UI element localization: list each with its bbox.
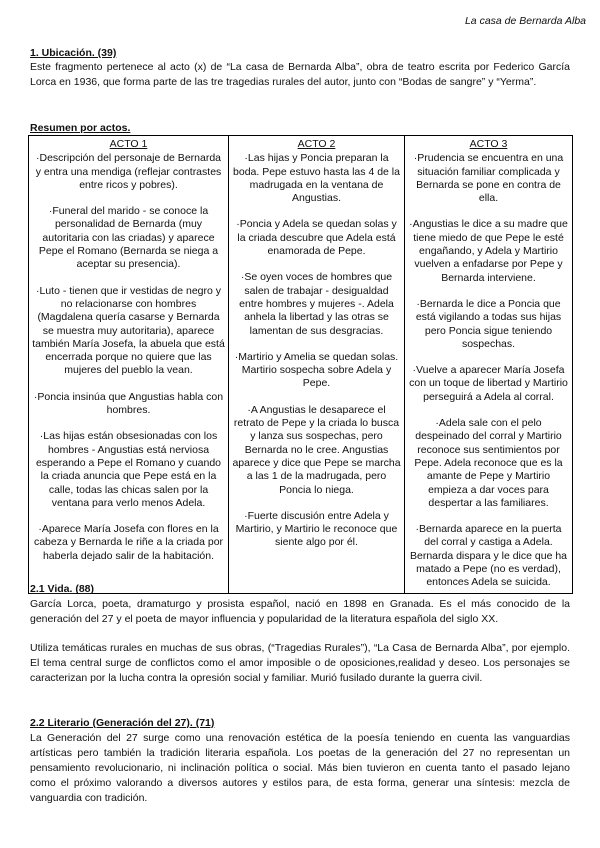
act-3-item: ·Angustias le dice a su madre que tiene miedo de que Pepe le esté engañando, y Adela y Martirio vuelven a enfadarse por Pepe y Bernarda interviene. — [409, 218, 568, 284]
section-2-2-text: La Generación del 27 surge como una renovación estética de la poesía teniendo en cuenta las vanguardias artísticas pero también la tradición literaria española. Los poetas de la generación del 27 no representan un pensamiento revolucionario, ni inclinación política o social. Más bien tuvieron en cuenta tanto el pasado lejano como el próximo valorando a diversos autores y estilos para, de esta forma, generar una síntesis: mezcla de vanguardia con tradición. — [30, 732, 570, 804]
act-1-item: ·Aparece María Josefa con flores en la cabeza y Bernarda le riñe a la criada por haberla dejado salir de la habitación. — [33, 523, 224, 562]
section-1-text: Este fragmento pertenece al acto (x) de “La casa de Bernarda Alba”, obra de teatro escrita por Federico García Lorca en 1936, que forma parte de las tre tragedias rurales del autor, junto con “Bodas de sangre” y “Yerma”. — [30, 61, 570, 88]
summary-title: Resumen por actos. — [30, 122, 131, 134]
act-1-item: ·Funeral del marido - se conoce la personalidad de Bernarda (muy autoritaria con las criadas) y aparece Pepe el Romano (Bernarda se niega a aceptar su presencia). — [38, 205, 219, 271]
section-2-1-title: 2.1 Vida. (88) — [30, 583, 95, 595]
act-3-column — [405, 151, 573, 593]
act-2-column — [229, 151, 405, 593]
act-3-item: ·Prudencia se encuentra en una situación familiar complicada y Bernarda se pone en contra de ella. — [413, 152, 564, 205]
section-1-title: 1. Ubicación. (39) — [30, 47, 117, 59]
act-2-item: ·Se oyen voces de hombres que salen de trabajar - desigualdad entre hombres y mujeres -. Adela anhela la libertad y las otras se lamentan de sus desgracias. — [239, 271, 394, 337]
act-3-item: ·Bernarda le dice a Poncia que está vigilando a todas sus hijas pero Poncia sigue teniendo sospechas. — [415, 297, 562, 350]
section-2-1-paragraph-1: García Lorca, poeta, dramaturgo y prosista español, nació en 1898 en Granada. Es el más conocido de la generación del 27 y el poeta de mayor influencia y popularidad de la literatura española del siglo XX. — [30, 598, 570, 625]
act-2-item: ·Fuerte discusión entre Adela y Martirio, y Martirio le reconoce que siente algo por él. — [235, 509, 398, 549]
act-3-item: ·Bernarda aparece en la puerta del corral y castiga a Adela. Bernarda dispara y le dice que ha matado a Pepe (no es verdad), entonces Adela se suicida. — [409, 523, 568, 589]
act-1-item: ·Las hijas están obsesionadas con los hombres - Angustias está nerviosa esperando a Pepe el Romano y cuando la criada anuncia que Pepe está en la calle, todas las chicas salen por la ventana para verlo menos Adela. — [35, 430, 222, 509]
act-2-item: ·Las hijas y Poncia preparan la boda. Pepe estuvo hasta las 4 de la madrugada en la ventana de Angustias. — [233, 152, 400, 205]
act-1-item: ·Descripción del personaje de Bernarda y entra una mendiga (reflejar contrastes entre ricos y pobres). — [35, 152, 222, 191]
act-1-item: ·Poncia insinúa que Angustias habla con hombres. — [33, 390, 224, 417]
section-2-2-title: 2.2 Literario (Generación del 27). (71) — [30, 717, 215, 729]
running-header: La casa de Bernarda Alba — [464, 15, 586, 27]
act-1-column — [29, 151, 229, 593]
act-1-item: ·Luto - tienen que ir vestidas de negro y no relacionarse con hombres (Magdalena quería casarse y Bernarda se muestra muy autoritaria), aparece también María Josefa, la abuela que está encerrada porque no quiere que las mujeres del pueblo la vean. — [32, 284, 225, 377]
act-3-item: ·Vuelve a aparecer María Josefa con un toque de libertad y Martirio perseguirá a Adela al corral. — [409, 364, 568, 403]
act-2-heading: ACTO 2 — [229, 136, 405, 152]
act-3-item: ·Adela sale con el pelo despeinado del corral y Martirio reconoce sus sentimientos por Pepe. Adela reconoce que es la amante de Pepe y Martirio empieza a dar voces para despertar a las familiares. — [414, 417, 563, 509]
act-2-item: ·Poncia y Adela se quedan solas y la criada descubre que Adela está enamorada de Pepe. — [236, 218, 397, 258]
act-2-item: ·A Angustias le desaparece el retrato de Pepe y la criada lo busca y lanza sus sospechas, pero Bernarda no le cree. Angustias aparece y dice que Pepe se marcha a las 1 de la madrugada, pero Poncia lo niega. — [232, 403, 401, 496]
act-1-heading: ACTO 1 — [29, 136, 229, 152]
act-3-heading: ACTO 3 — [405, 136, 573, 152]
acts-summary-table — [28, 135, 573, 594]
act-2-item: ·Martirio y Amelia se quedan solas. Martirio sospecha sobre Adela y Pepe. — [234, 350, 399, 390]
section-2-1-paragraph-2: Utiliza temáticas rurales en muchas de sus obras, (“Tragedias Rurales”), “La Casa de Bernarda Alba”, por ejemplo. El tema central surge de conflictos como el amor imposible o de oposiciones,realidad y deseo. Los personajes se caracterizan por la lucha contra la opresión social y familiar. Murió fusilado durante la guerra civil. — [30, 642, 570, 684]
